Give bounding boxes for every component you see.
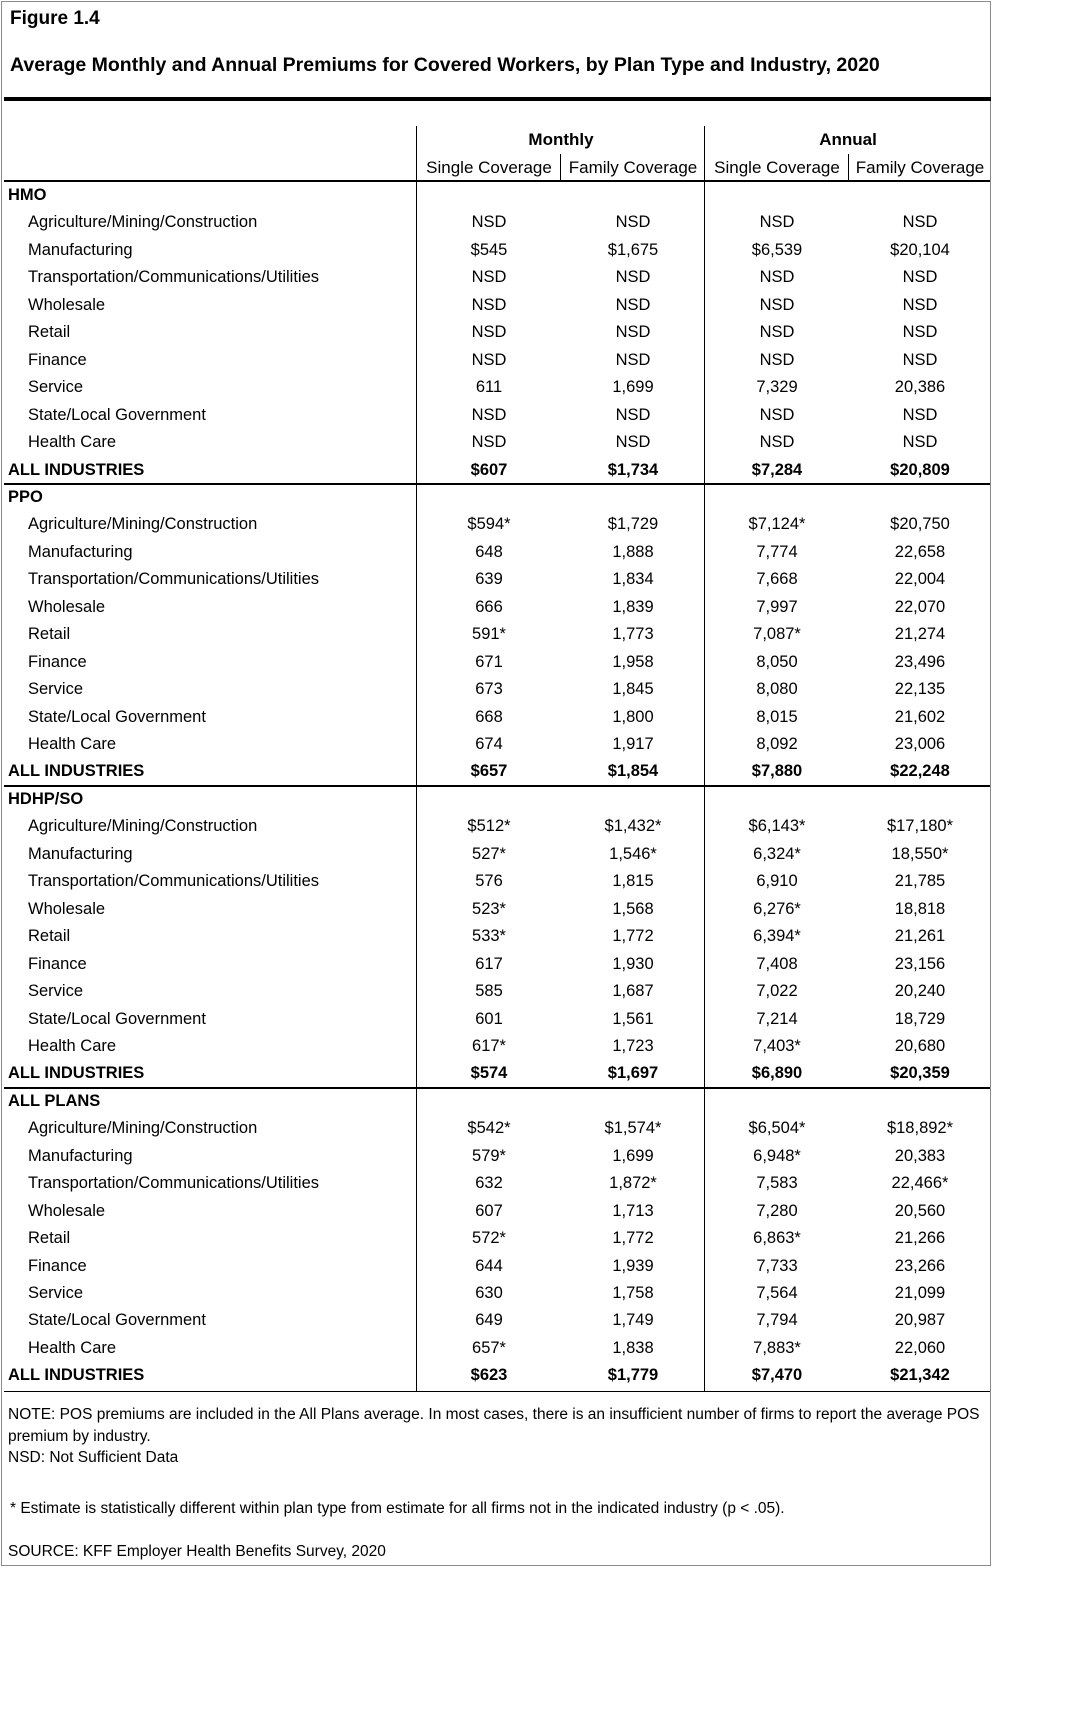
premium-cell: NSD (471, 433, 507, 452)
premium-cell: $20,104 (890, 240, 950, 259)
total-label: ALL INDUSTRIES (8, 460, 145, 479)
table-row (4, 347, 990, 374)
total-label: ALL INDUSTRIES (8, 1064, 145, 1083)
industry-label: Health Care (28, 735, 117, 753)
total-cell: $7,880 (751, 762, 803, 781)
industry-label: Service (28, 1284, 84, 1302)
premium-cell: $6,143* (748, 817, 806, 836)
premium-cell: 617* (472, 1036, 506, 1055)
figure-title: Average Monthly and Annual Premiums for Covered Workers, by Plan Type and Industry, 2020 (10, 54, 880, 76)
premium-cell: 523* (472, 899, 506, 918)
premium-cell: 7,733 (756, 1256, 798, 1275)
premium-cell: 21,785 (894, 872, 946, 891)
total-row (4, 457, 990, 484)
premium-cell: 649 (475, 1311, 503, 1330)
premium-cell: 1,839 (612, 597, 654, 616)
table-row (4, 539, 990, 566)
premium-cell: NSD (615, 405, 651, 424)
section-rule (4, 785, 990, 787)
total-cell: $20,359 (890, 1064, 950, 1083)
table-row (4, 566, 990, 593)
industry-label: Wholesale (28, 899, 106, 918)
premium-cell: 579* (472, 1146, 506, 1165)
premium-cell: 1,845 (612, 680, 654, 699)
premium-cell: NSD (615, 323, 651, 342)
premium-cell: 527* (472, 844, 506, 863)
table-row (4, 676, 990, 703)
premium-cell: 21,099 (894, 1284, 946, 1302)
section-header-row (4, 484, 990, 511)
section-label: ALL PLANS (8, 1091, 101, 1110)
table-row (4, 896, 990, 923)
premium-cell: 1,872* (609, 1174, 657, 1193)
industry-label: Wholesale (28, 1201, 106, 1220)
industry-label: Agriculture/Mining/Construction (28, 1119, 258, 1138)
premium-cell: NSD (471, 295, 507, 314)
premium-cell: 21,261 (894, 927, 946, 946)
premium-cell: 673 (475, 680, 503, 699)
header-rule (4, 180, 990, 182)
section-label: PPO (8, 487, 43, 506)
premium-cell: 1,723 (612, 1036, 654, 1055)
premium-cell: 7,774 (756, 542, 798, 561)
total-cell: $22,248 (890, 762, 950, 781)
table-row (4, 594, 990, 621)
total-cell: $657 (470, 762, 508, 781)
total-cell: $607 (470, 460, 508, 479)
total-cell: $7,470 (751, 1366, 803, 1385)
industry-label: Finance (28, 652, 87, 671)
premium-cell: $6,504* (748, 1119, 806, 1138)
total-cell: $1,779 (607, 1366, 659, 1385)
section-header-row (4, 786, 990, 813)
premium-cell: 1,773 (612, 625, 654, 644)
table-row (4, 1335, 990, 1362)
premium-cell: 1,687 (612, 982, 654, 1001)
column-divider (848, 154, 849, 182)
premium-cell: NSD (615, 213, 651, 232)
premium-cell: $18,892* (886, 1119, 954, 1138)
table-row (4, 292, 990, 319)
premium-cell: $7,124* (748, 515, 806, 534)
premium-cell: 18,818 (894, 899, 946, 918)
note-text: NOTE: POS premiums are included in the All Plans average. In most cases, there is an insufficient number of firms to report the average POS premium by industry. (8, 1406, 980, 1445)
premium-cell: 20,240 (894, 982, 946, 1001)
industry-label: Health Care (28, 1036, 117, 1055)
industry-label: Service (28, 378, 84, 397)
premium-cell: 22,004 (894, 570, 946, 589)
premium-cell: 7,883* (753, 1338, 801, 1357)
premium-cell: 22,466* (891, 1174, 949, 1193)
premium-cell: NSD (471, 405, 507, 424)
premium-cell: NSD (902, 405, 938, 424)
total-label: ALL INDUSTRIES (8, 1366, 145, 1385)
premium-cell: 8,092 (756, 735, 798, 753)
premium-cell: NSD (902, 433, 938, 452)
premium-cell: 1,546* (609, 844, 657, 863)
table-row (4, 1198, 990, 1225)
premium-cell: $17,180* (886, 817, 954, 836)
premium-cell: $1,432* (604, 817, 662, 836)
premium-cell: NSD (902, 213, 938, 232)
premium-cell: NSD (471, 350, 507, 369)
industry-label: Wholesale (28, 597, 106, 616)
premium-cell: 668 (475, 707, 503, 726)
premium-cell: 1,917 (612, 735, 654, 753)
premium-cell: 23,496 (894, 652, 946, 671)
table-row (4, 841, 990, 868)
premium-cell: NSD (759, 350, 795, 369)
industry-label: State/Local Government (28, 707, 206, 726)
premium-cell: 1,939 (612, 1256, 654, 1275)
premium-cell: 1,930 (612, 954, 654, 973)
table-row (4, 868, 990, 895)
section-header-row (4, 182, 990, 209)
premium-cell: 572* (472, 1229, 506, 1248)
column-header: Family Coverage (855, 158, 985, 177)
premium-cell: 617 (475, 954, 503, 973)
premium-cell: 639 (475, 570, 503, 589)
premium-cell: 657* (472, 1338, 506, 1357)
total-cell: $6,890 (751, 1064, 803, 1083)
premium-cell: 7,022 (756, 982, 798, 1001)
industry-label: Agriculture/Mining/Construction (28, 817, 258, 836)
premium-cell: 7,668 (756, 570, 798, 589)
premium-cell: $542* (467, 1119, 511, 1138)
industry-label: Transportation/Communications/Utilities (28, 1174, 319, 1193)
premium-cell: 20,680 (894, 1036, 946, 1055)
premium-cell: 7,583 (756, 1174, 798, 1193)
column-header: Single Coverage (714, 158, 840, 177)
premium-cell: NSD (471, 323, 507, 342)
table-row (4, 813, 990, 840)
premium-cell: 23,266 (894, 1256, 946, 1275)
premium-cell: NSD (471, 268, 507, 287)
premium-cell: NSD (759, 268, 795, 287)
column-divider (560, 154, 561, 182)
total-cell: $1,854 (607, 762, 659, 781)
premium-cell: 20,987 (894, 1311, 946, 1330)
table-row (4, 951, 990, 978)
premium-cell: NSD (615, 350, 651, 369)
column-divider (704, 126, 705, 1392)
group-header-monthly: Monthly (528, 130, 594, 149)
premium-cell: NSD (615, 295, 651, 314)
table-row (4, 1253, 990, 1280)
industry-label: Agriculture/Mining/Construction (28, 515, 258, 534)
premium-cell: 576 (475, 872, 503, 891)
industry-label: Manufacturing (28, 844, 133, 863)
table-row (4, 209, 990, 236)
table-row (4, 264, 990, 291)
premium-cell: 7,408 (756, 954, 798, 973)
industry-label: Finance (28, 350, 87, 369)
industry-label: Transportation/Communications/Utilities (28, 872, 319, 891)
table-row (4, 1307, 990, 1334)
table-row (4, 1006, 990, 1033)
premium-cell: NSD (759, 405, 795, 424)
industry-label: State/Local Government (28, 1009, 206, 1028)
total-cell: $20,809 (890, 460, 950, 479)
table-row (4, 621, 990, 648)
total-row (4, 1362, 990, 1389)
premium-cell: 611 (475, 378, 503, 397)
premium-cell: $1,675 (607, 240, 659, 259)
premium-cell: $1,574* (604, 1119, 662, 1138)
premium-cell: 7,794 (756, 1311, 798, 1330)
figure-frame (1, 1, 991, 1566)
premium-cell: 1,713 (612, 1201, 654, 1220)
industry-label: Health Care (28, 1338, 117, 1357)
premium-cell: 7,997 (756, 597, 798, 616)
premium-cell: 1,838 (612, 1338, 654, 1357)
industry-label: Finance (28, 1256, 87, 1275)
premium-cell: 1,800 (612, 707, 654, 726)
premium-cell: 22,658 (894, 542, 946, 561)
industry-label: Retail (28, 625, 71, 644)
industry-label: Health Care (28, 433, 117, 452)
premium-cell: 8,015 (756, 707, 798, 726)
premium-cell: NSD (759, 433, 795, 452)
column-header: Single Coverage (426, 158, 552, 177)
table-row (4, 923, 990, 950)
premium-cell: NSD (759, 295, 795, 314)
premium-cell: 18,550* (891, 844, 949, 863)
table-row (4, 1225, 990, 1252)
premium-cell: 630 (475, 1284, 503, 1302)
premium-cell: 6,863* (753, 1229, 801, 1248)
premium-cell: 533* (472, 927, 506, 946)
total-row (4, 758, 990, 785)
premium-cell: 6,324* (753, 844, 801, 863)
industry-label: Manufacturing (28, 542, 133, 561)
table-row (4, 429, 990, 456)
premium-cell: $20,750 (890, 515, 950, 534)
table-row (4, 319, 990, 346)
premium-cell: 591* (472, 625, 506, 644)
section-rule (4, 483, 990, 485)
table-row (4, 978, 990, 1005)
premium-cell: NSD (902, 350, 938, 369)
table-bottom-rule (4, 1391, 990, 1392)
premium-cell: 1,758 (612, 1284, 654, 1302)
source-note: SOURCE: KFF Employer Health Benefits Survey, 2020 (8, 1543, 386, 1560)
total-cell: $21,342 (890, 1366, 950, 1385)
premium-cell: 1,888 (612, 542, 654, 561)
premium-cell: 20,383 (894, 1146, 946, 1165)
industry-label: Service (28, 982, 84, 1001)
section-header-row (4, 1088, 990, 1115)
industry-label: Manufacturing (28, 240, 133, 259)
premium-cell: $1,729 (607, 515, 659, 534)
premium-cell: 22,135 (894, 680, 946, 699)
premium-cell: 7,329 (756, 378, 798, 397)
table-row (4, 402, 990, 429)
premium-cell: 1,958 (612, 652, 654, 671)
table-row (4, 649, 990, 676)
industry-label: State/Local Government (28, 405, 206, 424)
total-cell: $623 (470, 1366, 508, 1385)
premium-cell: 1,772 (612, 1229, 654, 1248)
premium-cell: 7,280 (756, 1201, 798, 1220)
premium-cell: 1,699 (612, 1146, 654, 1165)
premium-cell: 6,948* (753, 1146, 801, 1165)
premium-cell: $545 (470, 240, 508, 259)
table-row (4, 1143, 990, 1170)
total-label: ALL INDUSTRIES (8, 762, 145, 781)
industry-label: State/Local Government (28, 1311, 206, 1330)
premium-cell: $512* (467, 817, 511, 836)
premium-cell: 671 (475, 652, 503, 671)
table-row (4, 1170, 990, 1197)
premium-cell: 8,050 (756, 652, 798, 671)
table-row (4, 374, 990, 401)
premium-cell: NSD (471, 213, 507, 232)
column-header: Family Coverage (568, 158, 698, 177)
group-header-annual: Annual (819, 130, 877, 149)
column-divider (416, 126, 417, 1392)
premium-cell: 22,060 (894, 1338, 946, 1357)
premium-cell: 607 (475, 1201, 503, 1220)
premium-cell: 1,568 (612, 899, 654, 918)
premium-cell: 648 (475, 542, 503, 561)
premium-cell: $6,539 (751, 240, 803, 259)
premium-cell: 23,156 (894, 954, 946, 973)
premium-cell: 21,274 (894, 625, 946, 644)
premium-cell: 7,087* (753, 625, 801, 644)
table-row (4, 1033, 990, 1060)
premium-cell: 20,386 (894, 378, 946, 397)
premium-cell: 644 (475, 1256, 503, 1275)
significance-note: * Estimate is statistically different within plan type from estimate for all firms not in the indicated industry (p < .05). (10, 1500, 785, 1517)
table-row (4, 731, 990, 758)
premium-cell: 1,834 (612, 570, 654, 589)
table-row (4, 1280, 990, 1307)
premium-cell: 7,214 (756, 1009, 798, 1028)
table-row (4, 511, 990, 538)
premium-cell: 22,070 (894, 597, 946, 616)
section-rule (4, 1087, 990, 1089)
premium-cell: 601 (475, 1009, 503, 1028)
premium-cell: $594* (467, 515, 511, 534)
total-cell: $574 (470, 1064, 508, 1083)
premium-cell: 6,276* (753, 899, 801, 918)
industry-label: Service (28, 680, 84, 699)
industry-label: Retail (28, 1229, 71, 1248)
premium-cell: NSD (615, 268, 651, 287)
premium-cell: NSD (759, 213, 795, 232)
premium-cell: 7,403* (753, 1036, 801, 1055)
premium-cell: 6,910 (756, 872, 798, 891)
premium-cell: 18,729 (894, 1009, 946, 1028)
premium-cell: 23,006 (894, 735, 946, 753)
total-cell: $7,284 (751, 460, 803, 479)
premium-cell: 1,561 (612, 1009, 654, 1028)
premium-cell: 1,699 (612, 378, 654, 397)
industry-label: Wholesale (28, 295, 106, 314)
industry-label: Agriculture/Mining/Construction (28, 213, 258, 232)
figure-label: Figure 1.4 (10, 8, 100, 29)
industry-label: Retail (28, 323, 71, 342)
table-row (4, 1115, 990, 1142)
table-row (4, 704, 990, 731)
premium-cell: 1,749 (612, 1311, 654, 1330)
premium-cell: NSD (902, 268, 938, 287)
industry-label: Manufacturing (28, 1146, 133, 1165)
premium-cell: NSD (902, 295, 938, 314)
premium-cell: 585 (475, 982, 503, 1001)
notes (8, 1404, 983, 1469)
industry-label: Transportation/Communications/Utilities (28, 268, 319, 287)
premium-cell: 20,560 (894, 1201, 946, 1220)
premium-cell: 7,564 (756, 1284, 798, 1302)
premium-cell: 666 (475, 597, 503, 616)
premium-cell: 21,266 (894, 1229, 946, 1248)
industry-label: Finance (28, 954, 87, 973)
section-label: HDHP/SO (8, 789, 84, 808)
premium-cell: 6,394* (753, 927, 801, 946)
total-row (4, 1060, 990, 1087)
premium-cell: 632 (475, 1174, 503, 1193)
industry-label: Retail (28, 927, 71, 946)
section-label: HMO (8, 186, 47, 204)
total-cell: $1,697 (607, 1064, 659, 1083)
premium-cell: NSD (902, 323, 938, 342)
premium-cell: 1,815 (612, 872, 654, 891)
title-rule (4, 97, 991, 101)
premium-cell: 1,772 (612, 927, 654, 946)
nsd-note: NSD: Not Sufficient Data (8, 1449, 179, 1466)
premium-cell: NSD (759, 323, 795, 342)
premium-cell: 674 (475, 735, 503, 753)
premium-cell: NSD (615, 433, 651, 452)
premium-cell: 21,602 (894, 707, 946, 726)
total-cell: $1,734 (607, 460, 659, 479)
table-row (4, 237, 990, 264)
industry-label: Transportation/Communications/Utilities (28, 570, 319, 589)
premium-cell: 8,080 (756, 680, 798, 699)
